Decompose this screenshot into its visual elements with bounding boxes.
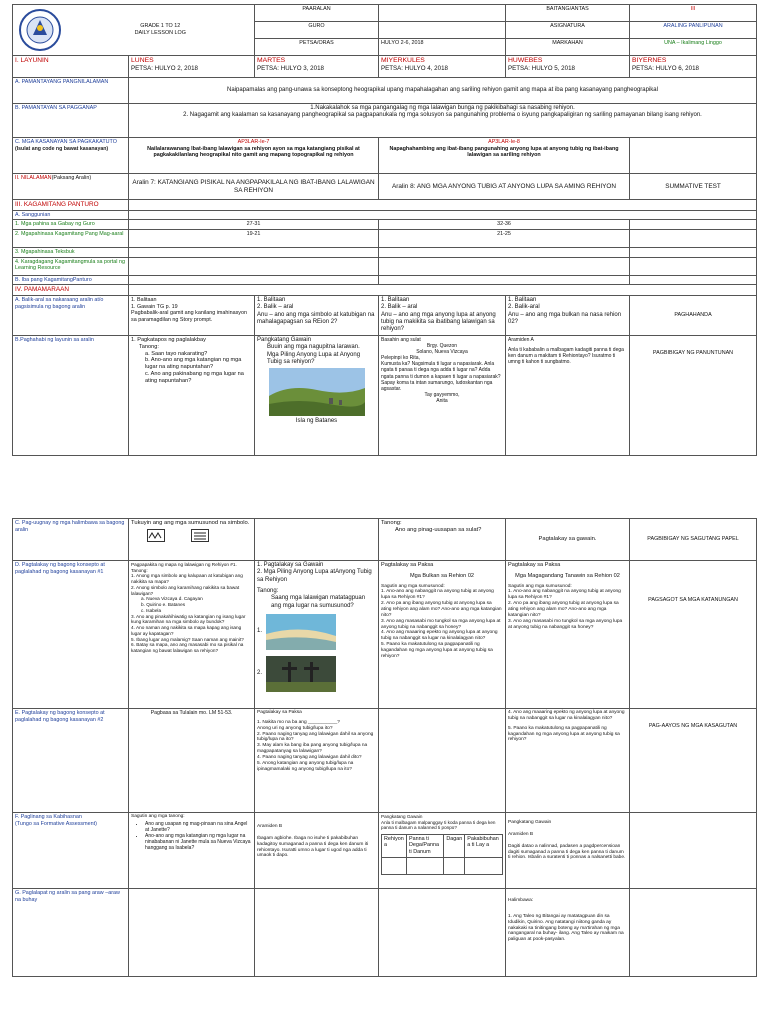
paghahabi-lunes <box>129 336 255 456</box>
text-line: 1. Nakita mo na ba ang ___________? <box>257 719 340 725</box>
pamantayang-pangnilalaman-label: A. PAMANTAYANG PANGNILALAMAN <box>13 78 129 104</box>
paglalapat-label: G. Paglalapat ng aralin sa pang araw –araw na buhay <box>13 889 129 977</box>
teksbuk-label: 3. Mgapahinasa Teksbuk <box>13 248 129 258</box>
pag-aayos: PAG-AAYOS NG MGA KASAGUTAN <box>630 709 757 813</box>
text-line: 1. Ang Taleo ng Bitangai ay matatagpuan din sa Idudikin, Quirino. Ang natatangi niitong ganda ay nakakaki sa tinitingang boteng ay ma'tirahan ng mga nangangaral na buhay- ilang. Ang Taleo ay maikam na paliguan at pook-pasyalan. <box>508 913 624 943</box>
text-line: 4. Ano ang maaaring epekto ng anyong lupa at anyong tubig na nabanggit sa lugar na kinalalagyan nito? <box>508 710 625 721</box>
paghahabi-label: B.Paghahabi ng layunin sa aralin <box>13 336 129 456</box>
pag-uugnay-martes <box>255 519 379 561</box>
lm-pages-friday <box>630 230 757 248</box>
lm-pages-a: 19-21 <box>129 230 379 248</box>
text-line: 2. Balik – aral <box>381 304 418 311</box>
text-line: a. Saan tayo nakarating? <box>145 350 208 357</box>
day-biyernes <box>630 56 757 78</box>
text-line: c. Isabela <box>141 607 162 613</box>
lesson-log-table-bottom <box>12 518 757 977</box>
grid-cell <box>444 857 465 874</box>
text-line: 1. Pagtalakay sa Gawain <box>257 562 324 568</box>
layunin-label: I. LAYUNIN <box>13 56 129 78</box>
paglinang-list <box>139 821 252 851</box>
pamantayang-pangnilalaman-text: Naipapamalas ang pang-unawa sa konseptong heograpikal upang mapahalagahan ang sariling rehiyon gamit ang mapa at iba pang kasanayang pangheograpikal <box>129 78 757 104</box>
text-line: Halimbawa: <box>508 898 534 903</box>
pamantayan-item-1: 1.Nakakalahok sa mga pangangalag ng mga lalawigan bunga ng pakikibahagi sa nasabing rehiyon. <box>310 105 575 111</box>
kasanayan-code-b: AP3LAR-Ie-8 <box>488 139 520 145</box>
pag-uugnay-miyerkules <box>379 519 506 561</box>
log-label: DAILY LESSON LOG <box>134 30 186 36</box>
paaralan-label: PAARALAN <box>255 5 379 22</box>
deped-seal <box>13 5 67 56</box>
guro-value <box>379 22 506 39</box>
gabay-pages-b: 32-36 <box>379 220 630 230</box>
teksbuk-a <box>129 248 379 258</box>
text-line: 3. Ano ang masasabi mo tungkol sa mga anyong lupa at anyong tubig na nabanggit sa honey? <box>508 618 623 630</box>
paglinang-biyernes <box>630 813 757 889</box>
text-line: 4. Ano naman ang nakikita sa mapa kapag ang isang lugar ay kapatagan? <box>131 625 242 636</box>
kagamitang-panturo-label: III. KAGAMITANG PANTURO <box>13 200 129 211</box>
paghahabi-huwebes <box>506 336 630 456</box>
kasanayan-label-cell <box>13 138 129 174</box>
text-line: Pangkatang Gawain <box>508 820 552 825</box>
day-date: PETSA: HULYO 6, 2018 <box>632 65 699 73</box>
sanggunian-label: A. Sanggunian <box>13 210 129 220</box>
balik-aral-martes <box>255 296 379 336</box>
text-line: b. Ano-ano ang mga katangian ng mga lugar na ating napuntahan? <box>145 357 242 371</box>
text-line: Pangkatang Gawain <box>381 814 423 819</box>
balik-aral-lunes <box>129 296 255 336</box>
balik-aral-huwebes <box>506 296 630 336</box>
text-line: Kumusta ka? Nagsimula ti lugar a napasiarak. Anla ngata ti panaa ti dega nga adda ti lugar na? Adda ngata panna ti dumon a kapaen ti lugar a napasiarak? Sapay koma ta intan sumarungo, ludoskantan nga agsastar. <box>381 361 501 392</box>
grade-label: GRADE 1 TO 12 <box>140 23 181 30</box>
text-line: Tay gayyemmo, <box>424 391 460 398</box>
answer-grid <box>381 834 503 875</box>
paglalapat-miyerkules <box>379 889 506 977</box>
text-line: Pagtalakay sa Paksa <box>257 710 302 715</box>
text-line: Pagbabalik-aral gamit ang kanilang imahinasyon sa paramagdilan ng Story prompt. <box>131 310 247 323</box>
kasanayan-text-b: Napaghahambing ang ibat-ibang pangunahing anyong lupa at anyong tubig ng ibat-ibang lalawigan sa sariling rehiyon <box>389 145 619 159</box>
lesson-log-table-top <box>12 4 757 456</box>
text-line: Aramiden B <box>508 831 534 837</box>
text-line: 1. Gawain TG p. 19 <box>131 303 178 310</box>
grid-header: Dagan <box>444 834 465 857</box>
text-line: Sagutin ang mga tanong: <box>131 814 185 819</box>
day-date: PETSA: HULYO 5, 2018 <box>508 65 575 73</box>
text-line: 1. Ano-ano ang nabanggit na anyong tubig at anyong lupa sa Rehiyon #1? <box>381 589 494 601</box>
text-line: Anu – ano ang mga simbolo at katubigan na mahalagapagsan sa REion 2? <box>257 311 375 325</box>
text-line: 3. May alam ka bang iba pang anyong tubig/lupa na magpapatanyag sa lalawigan? <box>257 743 368 755</box>
text-line: 2. Ano pa ang ibang anyong tubig at anyong lupa sa ating rehiyon ang alam mo? Ano-ano ang mga katangian nito? <box>508 601 619 618</box>
text-line: 1. Balitaan <box>131 297 157 303</box>
nilalaman-note: (Paksang Aralin) <box>51 175 92 181</box>
water-symbol-icon <box>191 529 209 542</box>
grade-title-cell <box>67 5 255 56</box>
pagtalakay-1-miyerkules <box>379 561 506 709</box>
text-line: Pagpapakita ng mapa ng lalawigan ng Rehiyon #1. <box>131 562 237 567</box>
text-line: 2. Paano naging tanyag ang lalawigan dahil sa anyong tubig/lupa na ito? <box>257 731 374 743</box>
text-line: 1. Ano-ano ang nabanggit na anyong tubig at anyong lupa sa Rehiyon #1? <box>508 589 621 601</box>
paglalapat-huwebes <box>506 889 630 977</box>
text-line: 1. Balitaan <box>508 297 537 303</box>
text-line: 5. Paano ka makatutulong sa pagpapanatili ng kagandahan ng mga anyong lupa at anyong tubig sa rehiyon? <box>381 642 493 659</box>
pamantayan-item-2: 2. Nagagamit ang kaalaman sa kasanayang pangheograpikal sa pagpapanukala ng mga solusyon sa pangunahing problema o isyung pangkapaligiran ng sariling pamayanan bilang isang rehiyon. <box>183 112 702 119</box>
grid-cell <box>465 857 503 874</box>
paglalapat-martes <box>255 889 379 977</box>
text-line: Tanong: <box>257 587 279 594</box>
paglinang-lunes <box>129 813 255 889</box>
place-number: 1. <box>257 628 263 635</box>
day-name: BIYERNES <box>632 57 667 64</box>
pagbibigay-papel: PAGBIBIGAY NG SAGUTANG PAPEL <box>630 519 757 561</box>
paglinang-note: (Tungo sa Formative Assessment) <box>15 820 97 827</box>
text-line: 2. Ano pa ang ibang anyong tubig at anyong lupa sa ating rehiyon ang alam mo? Ano-ano ang mga katangian nito? <box>381 601 502 618</box>
text-line: Anla ti kababalin a malbagam kadagiti panna ti dega ken danum a makitam ti Rehiontayo? Isuratmo ti umng ti kahon ti sungbatmo. <box>508 347 624 366</box>
asignatura-label: ASIGNATURA <box>506 22 630 39</box>
grid-header: Pakabibuhan a ti Lay a <box>465 834 503 857</box>
text-line: Buuin ang mga nagupitna larawan. <box>267 344 360 351</box>
pamamaraan-spacer <box>129 285 757 296</box>
gabay-ng-guro-label: 1. Mga pahina sa Gabay ng Guro <box>13 220 129 230</box>
kagamitang-mag-aaral-label: 2. Mgapahinasa Kagamitang Pang Mag-aaral <box>13 230 129 248</box>
karagdagang-friday <box>630 257 757 275</box>
iba-pang-b <box>379 275 630 285</box>
petsa-oras-label: PETSA/ORAS <box>255 39 379 56</box>
paglinang-label-cell <box>13 813 129 889</box>
lm-pages-b: 21-25 <box>379 230 630 248</box>
iba-pang-a <box>129 275 379 285</box>
pag-uugnay-lunes <box>129 519 255 561</box>
text-line: 1. Balitaan <box>381 297 410 303</box>
aralin-7: Aralin 7: KATANGIANG PISIKAL NA ANGPAPAKILALA NG IBAT-IBANG LALAWIGAN SA REHIYON <box>129 174 379 200</box>
text-line: Pagtalakay sa Paksa <box>508 562 561 568</box>
teksbuk-b <box>379 248 630 258</box>
karagdagang-a <box>129 257 379 275</box>
wave-symbol-icon <box>147 529 165 542</box>
guro-label: GURO <box>255 22 379 39</box>
text-line: Basahin ang sulat <box>381 337 421 343</box>
text-line: Sagutin ang mga sumusunod: <box>508 583 572 589</box>
paghahabi-martes <box>255 336 379 456</box>
karagdagang-b <box>379 257 630 275</box>
day-martes <box>255 56 379 78</box>
nilalaman-label: II. NILALAMAN <box>15 175 52 181</box>
kasanayan-code-a: AP3LAR-Ie-7 <box>237 139 270 145</box>
petsa-oras-value: HULYO 2-6, 2018 <box>379 39 506 56</box>
text-line: Anu – ano ang mga anyong lupa at anyong tubig na makikita sa ibatibang lalawigan sa rehiyon? <box>381 311 496 333</box>
text-line: Tanong: <box>139 343 159 350</box>
pag-uugnay-huwebes: Pagtalakay sa gawain. <box>506 519 630 561</box>
text-line: 1. Balitaan <box>257 297 286 303</box>
paglinang-miyerkules <box>379 813 506 889</box>
pagtalakay-2-lunes: Pagbasa sa Tulalain mo. LM 51-53. <box>129 709 255 813</box>
day-date: PETSA: HULYO 3, 2018 <box>257 65 324 73</box>
text-line: 3. Ano ang masasabi mo tungkol sa mga anyong lupa at anyong tubig na nabanggit sa honey? <box>381 618 501 630</box>
text-line: 5. Ibang lugar ang malamig? Saan naman ang mainit? <box>131 636 244 642</box>
text-line: Pagtalakay sa Paksa <box>381 562 434 568</box>
text-line: Sagutin ang mga sumusunod: <box>381 583 445 589</box>
nilalaman-label-cell <box>13 174 129 200</box>
pagtalakay-2-martes <box>255 709 379 813</box>
day-name: LUNES <box>131 57 154 64</box>
kasanayan-text-a: Nailalarawanang Ibat-ibang lalawigan sa rehiyon ayon sa mga katangiang pisikal at pagkakakilanlang heograpikal nito gamit ang mapang topograpikal ng rehiyon <box>147 145 360 159</box>
pamantayan-pagganap-cell <box>129 104 757 138</box>
paglalapat-lunes <box>129 889 255 977</box>
text-line: Saang mga lalawigan matatagpuan ang mga lugar na sumusunod? <box>271 595 366 609</box>
iba-pang-kagamitan-label: B. Iba pang KagamitangPanturo <box>13 275 129 285</box>
markahan-value: UNA – Ikalimang Linggo <box>630 39 757 56</box>
aralin-8: Aralin 8: ANG MGA ANYONG TUBIG AT ANYONG LUPA SA AMING REHIYON <box>379 174 630 200</box>
day-name: MIYERKULES <box>381 57 425 64</box>
text-line: Aramiden B <box>257 824 283 829</box>
kasanayan-note: (Isulat ang code ng bawat kasanayan) <box>15 145 109 152</box>
deped-seal-icon <box>18 8 62 52</box>
day-lunes <box>129 56 255 78</box>
iba-pang-friday <box>630 275 757 285</box>
kasanayan-label: C. MGA KASANAYAN SA PAGKAKATUTO <box>15 139 117 145</box>
day-date: PETSA: HULYO 4, 2018 <box>381 65 448 73</box>
summative-test: SUMMATIVE TEST <box>630 174 757 200</box>
pagtalakay-2-miyerkules <box>379 709 506 813</box>
paglalapat-biyernes <box>630 889 757 977</box>
text-line: Anita <box>436 397 448 404</box>
grid-cell <box>407 857 444 874</box>
text-line: Brgy. Quezon <box>426 343 458 350</box>
day-huwebes <box>506 56 630 78</box>
text-line: Mga Bulkan sa Rehion 02 <box>409 572 475 579</box>
day-miyerkules <box>379 56 506 78</box>
beach-photo <box>266 614 336 650</box>
pagsagot: PAGSAGOT SA MGA KATANUNGAN <box>630 561 757 709</box>
batanes-island-photo <box>269 368 365 416</box>
text-line: 2. Balik-aral <box>508 304 540 311</box>
karagdagang-kagamitan-label: 4. Karagdagang Kagamitangmula sa portal ng Learning Resource <box>13 257 129 275</box>
paaralan-value <box>379 5 506 22</box>
text-line: Aramiden A <box>508 337 534 343</box>
paglinang-label: F. Paglinang sa Kabihasnan <box>15 814 82 820</box>
kasanayan-friday-cell <box>630 138 757 174</box>
day-date: PETSA: HULYO 2, 2018 <box>131 65 198 73</box>
text-line: 1. Pagkatapos ng paglalakbay <box>131 337 206 343</box>
grid-header: Rehiyon a <box>382 834 407 857</box>
text-line: Mga Piling Anyong Lupa at Anyong Tubig sa rehiyon? <box>267 351 361 365</box>
text-line: Anu – ano ang mga bulkan na nasa rehion 02? <box>508 311 622 325</box>
text-line: 4. Ano ang maaaring epekto ng anyong lupa at anyong tubig na nabanggit sa lugar na kinalalagyan nito? <box>381 630 498 642</box>
calvary-hill-photo <box>266 656 336 692</box>
text-line: Anla ti malbagam malpanggay ti koda panna ti dega ken panna ti danum a nalanned ti ponpo? <box>381 819 496 831</box>
text-line: 5. Paano ka makatutulong sa pagpapanatili ng kagandahan ng mga anyong lupa at anyong tubig sa rehiyon? <box>508 725 620 743</box>
text-line: 2. Balik – aral <box>257 304 294 311</box>
paglinang-huwebes <box>506 813 630 889</box>
pagbibigay-panuntunan: PAGBIBIGAY NG PANUNTUNAN <box>630 336 757 456</box>
teksbuk-friday <box>630 248 757 258</box>
text-line: 4. Paano naging tanyag ang lalawigan dahil dito? <box>257 754 362 760</box>
text-line: Ibagam agbiohe. Ibaga no isuhe ti pakabibuhan kadagitoy sumaganad a panna ti dega ken danum iti rehiontayo. Isuratti umno a lugar ti ugod nga adda ti umaok ti dapo. <box>257 835 369 859</box>
text-line: c. Ano ang pakinabang ng mga lugar na ating napuntahan? <box>145 371 244 384</box>
text-line: Tanong: <box>381 520 402 526</box>
text-line: 1. Anong mga simbolo ang kalupaan at katubigan ang nakikita sa mapa? <box>131 573 243 585</box>
day-name: HUWEBES <box>508 57 543 64</box>
sanggunian-spacer <box>129 210 757 220</box>
baitang-value: III <box>630 5 757 22</box>
text-line: Ano ang pinag-uusapan sa sulat? <box>395 527 482 534</box>
text-line: b. Quirino e. Batanes <box>141 602 186 608</box>
text-line: a. Nueva Vizcaya d. Cagayan <box>141 596 203 602</box>
grid-header: Panna ti Dega/Panna ti Danum <box>407 834 444 857</box>
text-line: Pangkatang Gawain <box>257 337 312 343</box>
text-line: Tukuyin ang ang mga sumusunod na simbolo. <box>131 520 250 526</box>
text-line: Mga Magagandang Tanawin sa Rehion 02 <box>515 572 620 579</box>
list-item: • Ano-ano ang mga katangian ng mga lugar na ninababanan ni Janette mula sa Nueva Vizcaya hanggang sa Isabela? <box>145 833 252 851</box>
pamamaraan-label: IV. PAMAMARAAN <box>13 285 129 296</box>
list-item: • Ano ang usapan ng mag-pinsan na sina Angel at Janette? <box>145 821 252 833</box>
text-line: 3. Ano ang pinakahihiwatig sa katangian ng isang lugar kung karamihan na mga simbolo ay bundok? <box>131 613 246 625</box>
gabay-pages-friday <box>630 220 757 230</box>
day-name: MARTES <box>257 57 286 64</box>
text-line: Anong uri ng anyong tubig/lupa ito? <box>257 725 333 731</box>
paghahabi-miyerkules <box>379 336 506 456</box>
paglinang-martes <box>255 813 379 889</box>
batanes-caption: Isla ng Batanes <box>295 418 338 425</box>
markahan-label: MARKAHAN <box>506 39 630 56</box>
text-line: Dagiti datao a nalinnad, padasen a pagdpercensioan dagiti sumaganad a panna ti dega ken panna ti danum ti rehion. Isbalin a suratenti ti ponnas a nalsanetti babe. <box>508 843 626 861</box>
grid-cell <box>382 857 407 874</box>
pagtalakay-1-label: D. Pagtalakay ng bagong konsepto at paglalahad ng bagong kasanayan #1 <box>13 561 129 709</box>
text-line: Solano, Nueva Vizcaya <box>416 349 468 356</box>
balik-aral-label: A. Balik-aral sa nakaraang aralin at/o pagsisimula ng bagong aralin <box>13 296 129 336</box>
pagtalakay-1-martes <box>255 561 379 709</box>
kagamitang-panturo-spacer <box>129 200 757 211</box>
paghahanda: PAGHAHANDA <box>630 296 757 336</box>
pagtalakay-2-label: E. Pagtalakay ng bagong konsepto at paglalahad ng bagong kasanayan #2 <box>13 709 129 813</box>
gabay-pages-a: 27-31 <box>129 220 379 230</box>
pag-uugnay-label: C. Pag-uugnay ng mga halimbawa sa bagong aralin <box>13 519 129 561</box>
pamantayan-pagganap-label: B. PAMANTAYAN SA PAGGANAP <box>13 104 129 138</box>
pagtalakay-2-huwebes <box>506 709 630 813</box>
place-number: 2. <box>257 670 263 677</box>
text-line: Pelepinpi ko Rita, <box>381 355 420 362</box>
text-line: 2. Mga Piling Anyong Lupa atAnyong Tubig sa Rehiyon <box>257 569 372 583</box>
kasanayan-a-cell <box>129 138 379 174</box>
kasanayan-b-cell <box>379 138 630 174</box>
baitang-label: BAITANG/ANTAS <box>506 5 630 22</box>
place-1-row <box>257 614 376 650</box>
text-line: 6. Batay sa mapa, ano ang masasabi mo sa pisikal na katangian ng bawat lalawigan sa rehiyon? <box>131 642 244 654</box>
asignatura-value: ARALING PANLIPUNAN <box>630 22 757 39</box>
balik-aral-miyerkules <box>379 296 506 336</box>
text-line: 5. Anong katangian ang anyong tubig/lupa na ipinagmamalaki ng anyong tubig/lupa na ito? <box>257 760 354 772</box>
pagtalakay-1-huwebes <box>506 561 630 709</box>
pagtalakay-1-lunes <box>129 561 255 709</box>
text-line: 2. Anong simbolo ang karamihang nakikita sa bawat lalawigan? <box>131 584 240 596</box>
place-2-row <box>257 656 376 692</box>
text-line: Tanong: <box>131 567 148 573</box>
